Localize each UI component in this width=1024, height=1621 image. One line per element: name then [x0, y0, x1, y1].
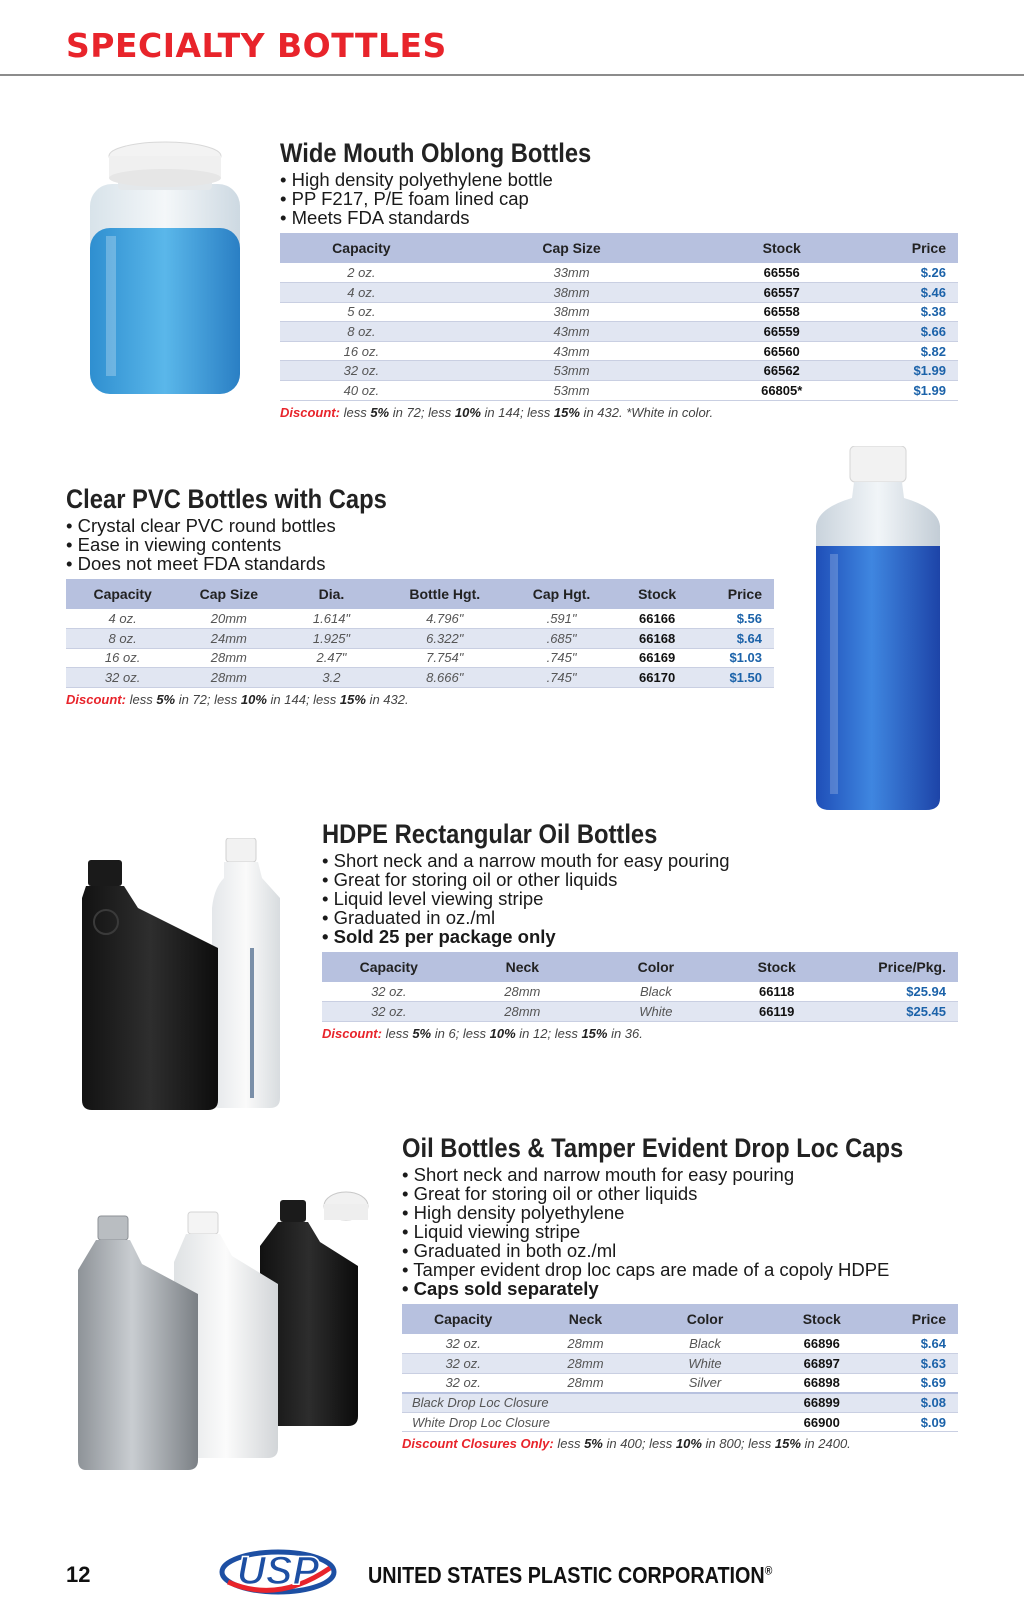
- feature-item: • Does not meet FDA standards: [66, 554, 774, 573]
- stock-number: 66118: [758, 984, 795, 1000]
- feature-item: • Graduated in oz./ml: [322, 908, 958, 927]
- column-header: Capacity: [359, 959, 418, 975]
- discount-text: in 12; less: [515, 1025, 582, 1041]
- table-row: [66, 648, 774, 668]
- discount-rate: 10%: [675, 1436, 702, 1452]
- price: $.64: [736, 630, 762, 646]
- table-cell: 43mm: [553, 324, 590, 340]
- table-row: [402, 1334, 958, 1354]
- price: $25.94: [906, 984, 946, 1000]
- column-header: Neck: [505, 959, 540, 975]
- stock-number: 66560: [763, 343, 800, 359]
- table-header-row: [402, 1304, 958, 1334]
- table-row: [280, 341, 958, 361]
- feature-item: • Short neck and a narrow mouth for easy pouring: [322, 851, 958, 870]
- price: $.08: [920, 1395, 946, 1411]
- table-row: [402, 1354, 958, 1374]
- table-cell: 4 oz.: [347, 284, 376, 300]
- table-row: [280, 302, 958, 322]
- logo-text: USP: [236, 1549, 320, 1593]
- section-oil-bottles-drop-loc: [402, 1133, 958, 1451]
- price: $25.45: [906, 1003, 946, 1019]
- feature-item: • Liquid level viewing stripe: [322, 889, 958, 908]
- table-cell: 32 oz.: [104, 670, 141, 686]
- table-cell: 1.925": [312, 630, 351, 646]
- section-clear-pvc: [66, 484, 774, 707]
- discount-rate: 10%: [454, 404, 481, 420]
- stock-number: 66119: [758, 1003, 795, 1019]
- discount-text: in 72; less: [389, 404, 455, 420]
- discount-text: in 6; less: [431, 1025, 490, 1041]
- company-name-text: UNITED STATES PLASTIC CORPORATION: [368, 1562, 765, 1588]
- table-header-row: [280, 233, 958, 263]
- discount-text: less: [129, 691, 157, 707]
- section-wide-mouth-oblong: [280, 138, 958, 420]
- table-header-row: [66, 579, 774, 609]
- discount-label: Discount:: [66, 691, 126, 707]
- column-header: Dia.: [318, 586, 345, 602]
- stock-number: 66170: [639, 670, 676, 686]
- stock-number: 66168: [639, 630, 676, 646]
- discount-rate: 10%: [240, 691, 267, 707]
- table-cell: 2.47": [316, 650, 347, 666]
- column-header: Color: [637, 959, 675, 975]
- discount-note: [66, 692, 774, 707]
- column-header: Stock: [638, 586, 677, 602]
- usp-logo: [218, 1542, 338, 1603]
- table-row: [402, 1412, 958, 1432]
- section-hdpe-rectangular-oil: [322, 819, 958, 1041]
- discount-note: [402, 1436, 958, 1451]
- table-row: [280, 283, 958, 303]
- table-cell: 53mm: [553, 382, 590, 398]
- feature-list: [402, 1165, 958, 1298]
- table-cell: 2 oz.: [347, 265, 376, 281]
- table-cell: 32 oz.: [445, 1375, 481, 1391]
- table-row: [66, 668, 774, 688]
- column-header: Capacity: [93, 586, 152, 602]
- table-cell: White: [688, 1355, 722, 1371]
- discount-text: less: [557, 1436, 585, 1452]
- table-cell: 6.322": [426, 630, 464, 646]
- feature-item: • PP F217, P/E foam lined cap: [280, 189, 958, 208]
- stock-number: 66562: [763, 363, 800, 379]
- page-title: SPECIALTY BOTTLES: [66, 26, 447, 65]
- price: $.82: [920, 343, 946, 359]
- feature-list: [322, 851, 958, 946]
- discount-text: in 432.: [365, 691, 409, 707]
- table-cell: 38mm: [553, 304, 590, 320]
- discount-text: in 144; less: [480, 404, 554, 420]
- table-cell: 8 oz.: [108, 630, 137, 646]
- price: $.69: [920, 1375, 946, 1391]
- table-cell: 28mm: [567, 1336, 604, 1352]
- stock-number: 66556: [763, 265, 800, 281]
- feature-item: • Graduated in both oz./ml: [402, 1241, 958, 1260]
- feature-item: • Sold 25 per package only: [322, 927, 958, 946]
- table-cell: 53mm: [553, 363, 590, 379]
- table-cell: 24mm: [210, 630, 247, 646]
- hdpe-oil-bottles-photo: [80, 838, 290, 1118]
- table-row: [280, 361, 958, 381]
- price: $.66: [920, 324, 946, 340]
- table-cell: .745": [546, 650, 577, 666]
- column-header: Color: [686, 1311, 724, 1327]
- table-cell: White Drop Loc Closure: [412, 1414, 550, 1430]
- column-header: Bottle Hgt.: [409, 586, 481, 602]
- price: $.09: [920, 1414, 946, 1430]
- section-title: Wide Mouth Oblong Bottles: [280, 138, 592, 168]
- price: $.56: [736, 611, 762, 627]
- stock-number: 66169: [639, 650, 676, 666]
- table-header-row: [322, 952, 958, 982]
- feature-item: • Great for storing oil or other liquids: [402, 1184, 958, 1203]
- stock-number: 66557: [763, 284, 800, 300]
- column-header: Price: [911, 240, 946, 256]
- table-cell: 4.796": [426, 611, 464, 627]
- stock-number: 66898: [803, 1375, 840, 1391]
- table-cell: 16 oz.: [343, 343, 380, 359]
- column-header: Capacity: [433, 1311, 493, 1327]
- stock-number: 66558: [763, 304, 800, 320]
- discount-text: in 432. *White in color.: [579, 404, 714, 420]
- table-cell: 8 oz.: [347, 324, 376, 340]
- wide-mouth-bottle-photo: [80, 136, 250, 406]
- discount-text: in 800; less: [701, 1436, 775, 1452]
- table-cell: 38mm: [553, 284, 590, 300]
- product-table: [66, 579, 774, 688]
- feature-item: • High density polyethylene bottle: [280, 170, 958, 189]
- table-cell: 33mm: [553, 265, 590, 281]
- table-cell: 28mm: [210, 650, 247, 666]
- feature-item: • High density polyethylene: [402, 1203, 958, 1222]
- table-cell: 4 oz.: [108, 611, 137, 627]
- table-cell: 28mm: [567, 1355, 604, 1371]
- price: $1.99: [913, 382, 946, 398]
- stock-number: 66166: [639, 611, 676, 627]
- discount-text: less: [343, 404, 371, 420]
- discount-note: [322, 1026, 958, 1041]
- feature-list: [280, 170, 958, 227]
- discount-rate: 15%: [339, 691, 366, 707]
- stock-number: 66559: [763, 324, 800, 340]
- clear-pvc-bottle-photo: [808, 446, 948, 821]
- feature-item: • Tamper evident drop loc caps are made of a copoly HDPE: [402, 1260, 958, 1279]
- table-cell: 1.614": [312, 611, 351, 627]
- table-cell: 7.754": [426, 650, 464, 666]
- discount-text: in 144; less: [266, 691, 340, 707]
- table-cell: 20mm: [210, 611, 247, 627]
- feature-list: [66, 516, 774, 573]
- column-header: Cap Size: [542, 240, 601, 256]
- table-row: [402, 1393, 958, 1413]
- section-title: Clear PVC Bottles with Caps: [66, 484, 387, 514]
- column-header: Price: [911, 1311, 946, 1327]
- table-cell: Black: [639, 984, 672, 1000]
- price: $.26: [920, 265, 946, 281]
- table-cell: 32 oz.: [343, 363, 380, 379]
- discount-label: Discount:: [322, 1025, 382, 1041]
- discount-label: Discount Closures Only:: [402, 1436, 554, 1452]
- section-title: Oil Bottles & Tamper Evident Drop Loc Caps: [402, 1133, 904, 1163]
- feature-item: • Crystal clear PVC round bottles: [66, 516, 774, 535]
- table-row: [280, 381, 958, 401]
- column-header: Cap Size: [199, 586, 258, 602]
- table-cell: 32 oz.: [371, 1003, 407, 1019]
- discount-rate: 5%: [412, 1025, 432, 1041]
- discount-text: in 400; less: [602, 1436, 676, 1452]
- price: $1.99: [913, 363, 946, 379]
- table-cell: White: [639, 1003, 673, 1019]
- table-cell: 28mm: [504, 984, 541, 1000]
- column-header: Stock: [762, 240, 801, 256]
- table-cell: 28mm: [567, 1375, 604, 1391]
- feature-item: • Liquid viewing stripe: [402, 1222, 958, 1241]
- table-cell: Silver: [688, 1375, 722, 1391]
- feature-item: • Great for storing oil or other liquids: [322, 870, 958, 889]
- discount-text: in 72; less: [175, 691, 241, 707]
- table-cell: 32 oz.: [445, 1336, 481, 1352]
- table-cell: 43mm: [553, 343, 590, 359]
- table-cell: 32 oz.: [445, 1355, 481, 1371]
- discount-rate: 5%: [584, 1436, 603, 1452]
- table-cell: 28mm: [504, 1003, 541, 1019]
- feature-item: • Meets FDA standards: [280, 208, 958, 227]
- table-cell: 3.2: [322, 670, 341, 686]
- column-header: Cap Hgt.: [532, 586, 591, 602]
- stock-number: 66897: [803, 1355, 840, 1371]
- product-table: [322, 952, 958, 1022]
- feature-item: • Ease in viewing contents: [66, 535, 774, 554]
- table-row: [280, 263, 958, 283]
- registered-mark: ®: [764, 1563, 773, 1578]
- stock-number: 66899: [803, 1395, 840, 1411]
- company-name: [368, 1562, 772, 1589]
- column-header: Stock: [802, 1311, 841, 1327]
- table-cell: 28mm: [210, 670, 247, 686]
- table-row: [280, 322, 958, 342]
- stock-number: 66900: [803, 1414, 840, 1430]
- discount-rate: 15%: [553, 404, 580, 420]
- discount-note: [280, 405, 958, 420]
- table-cell: 16 oz.: [104, 650, 141, 666]
- stock-number: 66896: [803, 1336, 840, 1352]
- discount-label: Discount:: [280, 404, 340, 420]
- discount-rate: 15%: [774, 1436, 801, 1452]
- feature-item: • Caps sold separately: [402, 1279, 958, 1298]
- price: $1.50: [729, 670, 762, 686]
- column-header: Price: [727, 586, 762, 602]
- table-cell: Black Drop Loc Closure: [412, 1395, 549, 1411]
- price: $.64: [920, 1336, 946, 1352]
- stock-number: 66805*: [761, 382, 803, 398]
- table-cell: 5 oz.: [347, 304, 376, 320]
- column-header: Stock: [757, 959, 796, 975]
- product-table: [402, 1304, 958, 1432]
- table-cell: .685": [546, 630, 577, 646]
- page-number: 12: [66, 1562, 91, 1587]
- discount-rate: 5%: [156, 691, 176, 707]
- table-row: [66, 609, 774, 629]
- table-row: [322, 1002, 958, 1022]
- table-row: [66, 629, 774, 649]
- discount-text: in 36.: [607, 1025, 643, 1041]
- price: $.63: [920, 1355, 946, 1371]
- table-cell: .745": [546, 670, 577, 686]
- discount-text: in 2400.: [800, 1436, 851, 1452]
- price: $1.03: [729, 650, 762, 666]
- price: $.46: [920, 284, 946, 300]
- table-row: [402, 1373, 958, 1393]
- table-cell: 40 oz.: [343, 382, 380, 398]
- table-cell: .591": [546, 611, 577, 627]
- page-header: [0, 0, 1024, 76]
- discount-rate: 10%: [489, 1025, 516, 1041]
- table-cell: Black: [689, 1336, 721, 1352]
- column-header: Neck: [568, 1311, 603, 1327]
- discount-rate: 15%: [581, 1025, 608, 1041]
- discount-rate: 5%: [370, 404, 390, 420]
- price: $.38: [920, 304, 946, 320]
- oil-bottles-drop-loc-photo: [76, 1186, 386, 1481]
- table-cell: 8.666": [426, 670, 464, 686]
- section-title: HDPE Rectangular Oil Bottles: [322, 819, 658, 849]
- table-cell: 32 oz.: [371, 984, 407, 1000]
- product-table: [280, 233, 958, 401]
- column-header: Price/Pkg.: [878, 959, 946, 975]
- discount-text: less: [385, 1025, 413, 1041]
- column-header: Capacity: [332, 240, 391, 256]
- feature-item: • Short neck and narrow mouth for easy pouring: [402, 1165, 958, 1184]
- table-row: [322, 982, 958, 1002]
